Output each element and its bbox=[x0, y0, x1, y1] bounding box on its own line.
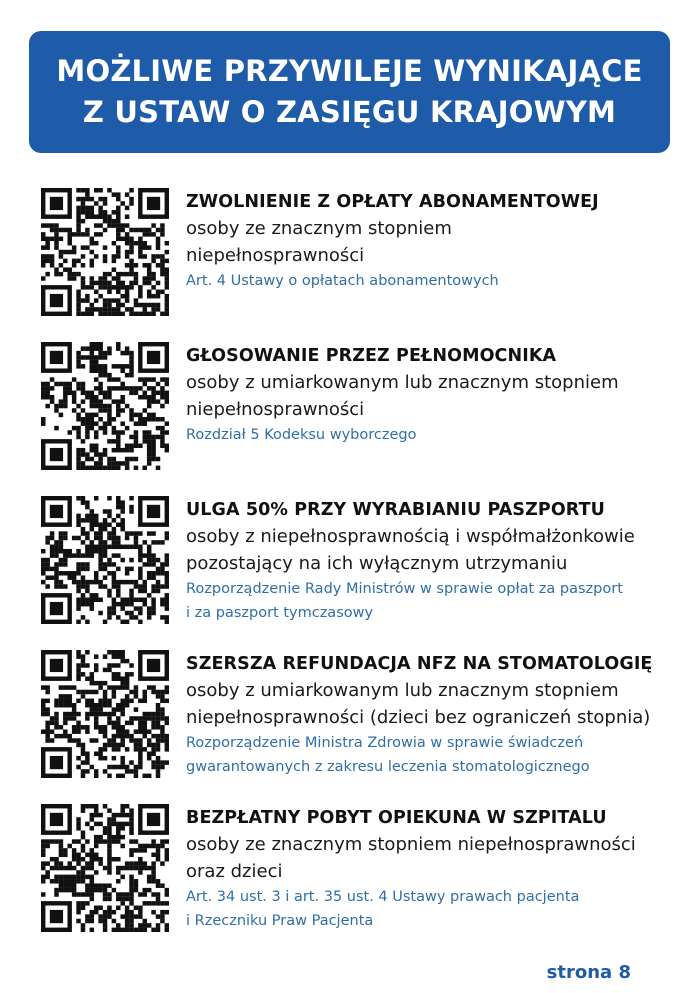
qr-code-icon[interactable] bbox=[41, 188, 169, 316]
privilege-item bbox=[41, 342, 681, 472]
privilege-item bbox=[41, 650, 681, 780]
qr-code-icon[interactable] bbox=[41, 804, 169, 932]
privilege-title: ULGA 50% PRZY WYRABIANIU PASZPORTU bbox=[186, 500, 605, 520]
privilege-eligibility-line-1: osoby z umiarkowanym lub znacznym stopniem bbox=[186, 372, 619, 393]
privilege-eligibility-line-2: niepełnosprawności bbox=[186, 399, 365, 420]
privilege-legal-basis-line-2: gwarantowanych z zakresu leczenia stomatologicznego bbox=[186, 759, 590, 775]
header-title-line-2: Z USTAW O ZASIĘGU KRAJOWYM bbox=[82, 95, 617, 129]
page-header bbox=[29, 31, 670, 153]
privilege-text bbox=[186, 650, 681, 779]
privilege-eligibility-line-1: osoby z umiarkowanym lub znacznym stopniem bbox=[186, 680, 619, 701]
privilege-eligibility-line-1: osoby ze znacznym stopniem niepełnosprawności bbox=[186, 834, 636, 855]
privilege-title: GŁOSOWANIE PRZEZ PEŁNOMOCNIKA bbox=[186, 346, 557, 366]
qr-code-icon[interactable] bbox=[41, 342, 169, 470]
privilege-title: ZWOLNIENIE Z OPŁATY ABONAMENTOWEJ bbox=[186, 192, 599, 212]
privilege-legal-basis-line-1: Rozporządzenie Rady Ministrów w sprawie opłat za paszport bbox=[186, 581, 623, 597]
privilege-title: SZERSZA REFUNDACJA NFZ NA STOMATOLOGIĘ bbox=[186, 654, 653, 674]
privilege-eligibility-line-1: osoby ze znacznym stopniem bbox=[186, 218, 452, 239]
privilege-title: BEZPŁATNY POBYT OPIEKUNA W SZPITALU bbox=[186, 808, 607, 828]
header-title-line-1: MOŻLIWE PRZYWILEJE WYNIKAJĄCE bbox=[56, 54, 643, 88]
qr-code-icon[interactable] bbox=[41, 650, 169, 778]
privilege-legal-basis-line-1: Art. 4 Ustawy o opłatach abonamentowych bbox=[186, 273, 499, 289]
privilege-legal-basis-line-1: Rozdział 5 Kodeksu wyborczego bbox=[186, 427, 417, 443]
privilege-text bbox=[186, 496, 681, 625]
privilege-legal-basis-line-2: i za paszport tymczasowy bbox=[186, 605, 374, 621]
privilege-eligibility-line-2: pozostający na ich wyłącznym utrzymaniu bbox=[186, 553, 568, 574]
privilege-item bbox=[41, 496, 681, 626]
privilege-text bbox=[186, 804, 681, 933]
privilege-text bbox=[186, 342, 681, 448]
privilege-eligibility-line-2: niepełnosprawności (dzieci bez ograniczeń stopnia) bbox=[186, 707, 651, 728]
privilege-item bbox=[41, 804, 681, 934]
privilege-legal-basis-line-1: Art. 34 ust. 3 i art. 35 ust. 4 Ustawy prawach pacjenta bbox=[186, 889, 580, 905]
privilege-legal-basis-line-1: Rozporządzenie Ministra Zdrowia w sprawie świadczeń bbox=[186, 735, 584, 751]
privilege-text bbox=[186, 188, 681, 294]
privilege-legal-basis-line-2: i Rzeczniku Praw Pacjenta bbox=[186, 913, 374, 929]
privilege-eligibility-line-2: niepełnosprawności bbox=[186, 245, 365, 266]
page-number: strona 8 bbox=[546, 962, 631, 983]
qr-code-icon[interactable] bbox=[41, 496, 169, 624]
privilege-eligibility-line-2: oraz dzieci bbox=[186, 861, 283, 882]
privilege-item bbox=[41, 188, 681, 318]
privilege-eligibility-line-1: osoby z niepełnosprawnością i współmałżonkowie bbox=[186, 526, 635, 547]
